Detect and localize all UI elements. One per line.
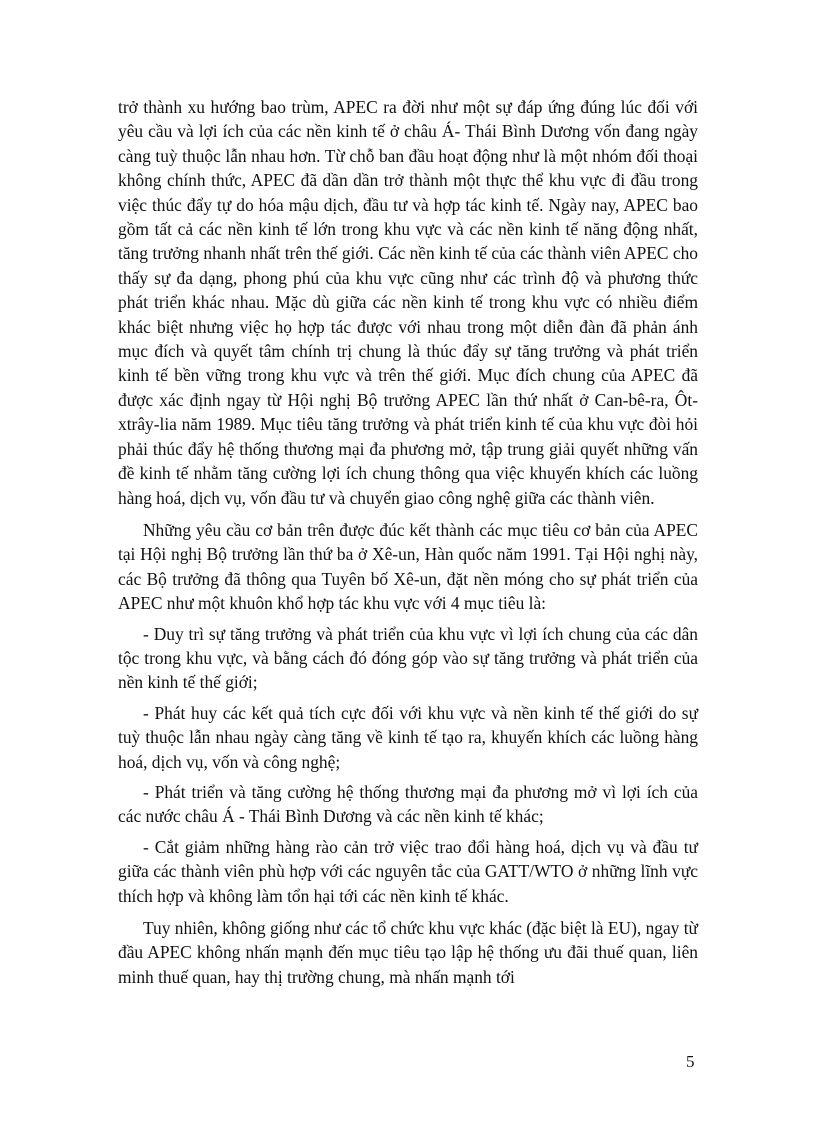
objective-item-4: - Cắt giảm những hàng rào cản trở việc trao đổi hàng hoá, dịch vụ và đầu tư giữa các thành viên phù hợp với các nguyên tắc của GATT/WTO ở những lĩnh vực thích hợp và không làm tổn hại tới các nền kinh tế khác. [118,836,698,906]
objective-item-2: - Phát huy các kết quả tích cực đối với khu vực và nền kinh tế thế giới do sự tuỳ thuộc lẫn nhau ngày càng tăng về kinh tế tạo ra, khuyến khích các luồng hàng hoá, dịch vụ, vốn và công nghệ; [118,702,698,772]
objective-item-3: - Phát triển và tăng cường hệ thống thương mại đa phương mở vì lợi ích của các nước châu Á - Thái Bình Dương và các nền kinh tế khác; [118,781,698,827]
page-number: 5 [686,1052,695,1071]
paragraph-apec-difference: Tuy nhiên, không giống như các tổ chức khu vực khác (đặc biệt là EU), ngay từ đầu APEC không nhấn mạnh đến mục tiêu tạo lập hệ thống ưu đãi thuế quan, liên minh thuế quan, hay thị trường chung, mà nhấn mạnh tới [118,918,698,987]
objective-item-1: - Duy trì sự tăng trưởng và phát triển của khu vực vì lợi ích chung của các dân tộc trong khu vực, và bằng cách đó đóng góp vào sự tăng trưởng và phát triển của nền kinh tế thế giới; [118,623,698,693]
paragraph-apec-objectives-intro: Những yêu cầu cơ bản trên được đúc kết thành các mục tiêu cơ bản của APEC tại Hội nghị Bộ trưởng lần thứ ba ở Xê-un, Hàn quốc năm 1991. Tại Hội nghị này, các Bộ trưởng đã thông qua Tuyên bố Xê-un, đặt nền móng cho sự phát triển của APEC như một khuôn khổ hợp tác khu vực với 4 mục tiêu là: [118,519,698,614]
document-page [118,95,698,989]
paragraph-apec-introduction: trở thành xu hướng bao trùm, APEC ra đời như một sự đáp ứng đúng lúc đối với yêu cầu và lợi ích của các nền kinh tế ở châu Á- Thái Bình Dương vốn đang ngày càng tuỳ thuộc lẫn nhau hơn. Từ chỗ ban đầu hoạt động như là một nhóm đối thoại không chính thức, APEC đã dần dần trở thành một thực thể khu vực đi đầu trong việc thúc đẩy tự do hóa mậu dịch, đầu tư và hợp tác kinh tế. Ngày nay, APEC bao gồm tất cả các nền kinh tế lớn trong khu vực và các nền kinh tế năng động nhất, tăng trưởng nhanh nhất trên thế giới. Các nền kinh tế của các thành viên APEC cho thấy sự đa dạng, phong phú của khu vực cũng như các trình độ và phương thức phát triển khác nhau. Mặc dù giữa các nền kinh tế trong khu vực có nhiều điểm khác biệt nhưng việc họ hợp tác được với nhau trong một diễn đàn đã phản ánh mục đích và quyết tâm chính trị chung là thúc đẩy sự tăng trưởng và phát triển kinh tế bền vững trong khu vực và trên thế giới. Mục đích chung của APEC đã được xác định ngay từ Hội nghị Bộ trưởng APEC lần thứ nhất ở Can-bê-ra, Ôt-xtrây-lia năm 1989. Mục tiêu tăng trưởng và phát triển kinh tế của khu vực đòi hỏi phải thúc đẩy hệ thống thương mại đa phương mở, tập trung giải quyết những vấn đề kinh tế nhằm tăng cường lợi ích chung thông qua việc khuyến khích các luồng hàng hoá, dịch vụ, vốn đầu tư và chuyển giao công nghệ giữa các thành viên. [118,97,698,508]
